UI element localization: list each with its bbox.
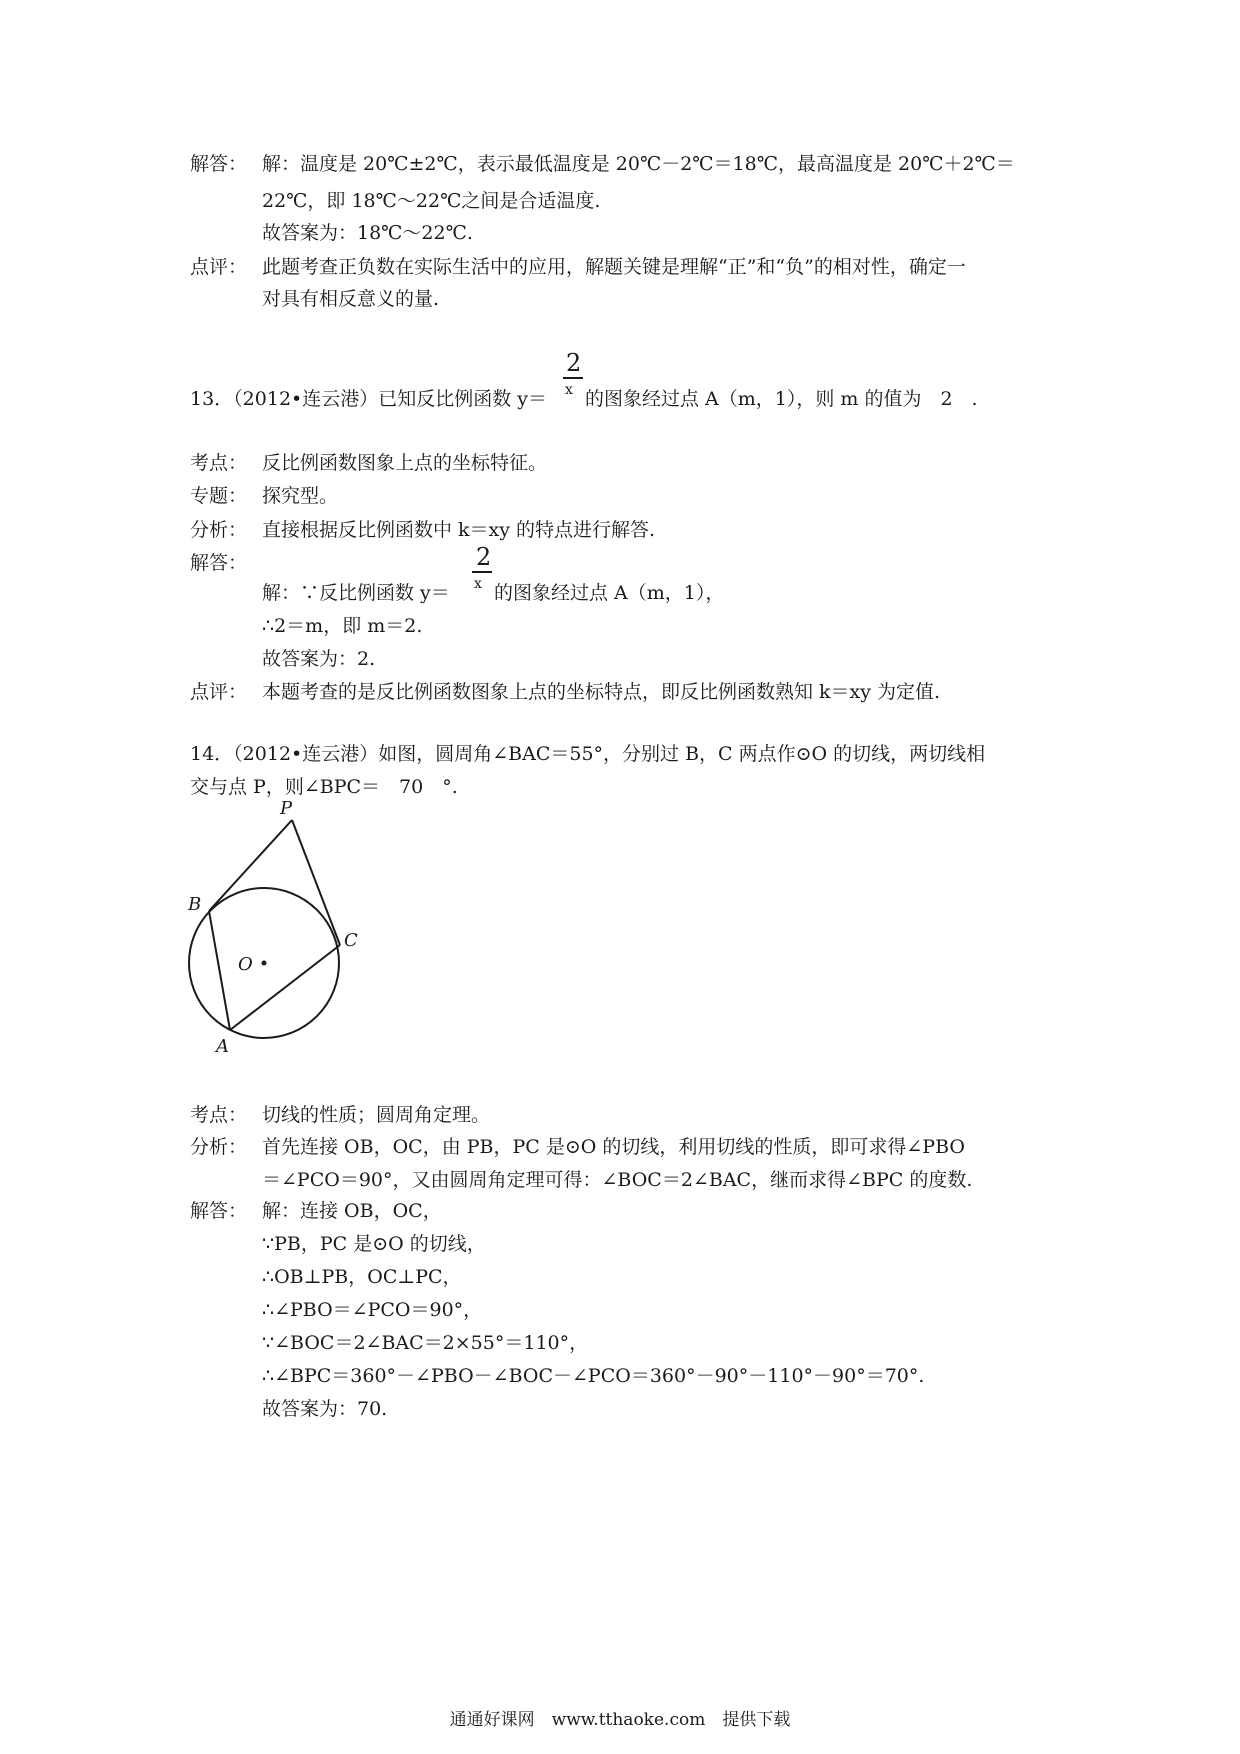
q13-zhuanti: 探究型。: [262, 485, 339, 507]
q12-answer-line2: 22℃，即 18℃～22℃之间是合适温度.: [262, 190, 601, 212]
q14-kaodian-label: 考点：: [190, 1104, 248, 1126]
q14-fenxi-label: 分析：: [190, 1136, 248, 1158]
tangent-pc: [292, 820, 340, 945]
q14-answer-line: 解：连接 OB，OC，: [262, 1200, 442, 1222]
q13-answer-pre: 解：∵反比例函数 y＝: [262, 582, 450, 604]
page-footer: 通通好课网 www.tthaoke.com 提供下载: [449, 1710, 791, 1730]
q13-comment: 本题考查的是反比例函数图象上点的坐标特点，即反比例函数熟知 k＝xy 为定值.: [262, 681, 941, 703]
q14-answer-line: ∴OB⊥PB，OC⊥PC，: [262, 1266, 462, 1288]
q14-geometry-figure: [180, 800, 380, 1060]
q13-answer-fraction-bar: [472, 571, 492, 573]
q14-stem-line1: 14．（2012•连云港）如图，圆周角∠BAC＝55°，分别过 B，C 两点作⊙O 的切线，两切线相: [190, 743, 986, 765]
q14-answer-line: ∴∠BPC＝360°－∠PBO－∠BOC－∠PCO＝360°－90°－110°－90°＝70°.: [262, 1365, 925, 1387]
q13-kaodian: 反比例函数图象上点的坐标特征。: [262, 452, 548, 474]
label-c: C: [344, 930, 358, 951]
label-b: B: [188, 894, 202, 915]
q13-answer-line2: ∴2＝m，即 m＝2.: [262, 615, 423, 637]
q13-comment-label: 点评：: [190, 681, 248, 703]
q13-fraction-bar: [563, 377, 583, 379]
q14-kaodian: 切线的性质；圆周角定理。: [262, 1104, 491, 1126]
chord-ab: [209, 911, 230, 1030]
q12-answer-line1: 解：温度是 20℃±2℃，表示最低温度是 20℃－2℃＝18℃，最高温度是 20℃＋2℃＝: [262, 153, 1015, 175]
q14-answer-line: ∵∠BOC＝2∠BAC＝2×55°＝110°，: [262, 1332, 589, 1354]
q13-answer-line3: 故答案为：2.: [262, 648, 376, 670]
q14-stem-line2: 交与点 P，则∠BPC＝ 70 °.: [190, 776, 458, 798]
q13-answer-post: 的图象经过点 A（m，1），: [494, 582, 725, 604]
label-p: P: [280, 800, 293, 819]
q13-zhuanti-label: 专题：: [190, 485, 248, 507]
q13-answer-fraction-denominator: x: [474, 576, 482, 592]
q14-answer-line: ∴∠PBO＝∠PCO＝90°，: [262, 1299, 483, 1321]
tangent-pb: [209, 820, 292, 911]
q12-answer-line3: 故答案为：18℃～22℃.: [262, 222, 473, 244]
q13-stem-post: 的图象经过点 A（m，1），则 m 的值为 2 .: [585, 388, 978, 410]
q12-comment-label: 点评：: [190, 256, 248, 278]
q13-kaodian-label: 考点：: [190, 452, 248, 474]
q12-comment-line2: 对具有相反意义的量.: [262, 288, 440, 310]
q13-fenxi-label: 分析：: [190, 519, 248, 541]
q12-answer-label: 解答：: [190, 153, 248, 175]
q13-answer-fraction-numerator: 2: [476, 543, 492, 571]
q14-answer-label: 解答：: [190, 1200, 248, 1222]
q12-comment-line1: 此题考查正负数在实际生活中的应用，解题关键是理解“正”和“负”的相对性，确定一: [262, 256, 966, 278]
label-a: A: [216, 1036, 229, 1057]
q13-fenxi: 直接根据反比例函数中 k＝xy 的特点进行解答.: [262, 519, 656, 541]
q14-answer-line: 故答案为：70.: [262, 1398, 388, 1420]
q13-fraction-numerator: 2: [566, 349, 582, 377]
q13-fraction-denominator: x: [565, 382, 573, 398]
q13-answer-label: 解答：: [190, 552, 248, 574]
q14-fenxi-line2: ＝∠PCO＝90°，又由圆周角定理可得：∠BOC＝2∠BAC，继而求得∠BPC 的度数.: [262, 1169, 973, 1191]
center-point: [262, 961, 267, 966]
q14-answer-line: ∵PB，PC 是⊙O 的切线，: [262, 1233, 486, 1255]
q14-fenxi-line1: 首先连接 OB，OC，由 PB，PC 是⊙O 的切线，利用切线的性质，即可求得∠PBO: [262, 1136, 965, 1158]
label-o: O: [238, 954, 253, 975]
q13-stem-pre: 13．（2012•连云港）已知反比例函数 y＝: [190, 388, 548, 410]
